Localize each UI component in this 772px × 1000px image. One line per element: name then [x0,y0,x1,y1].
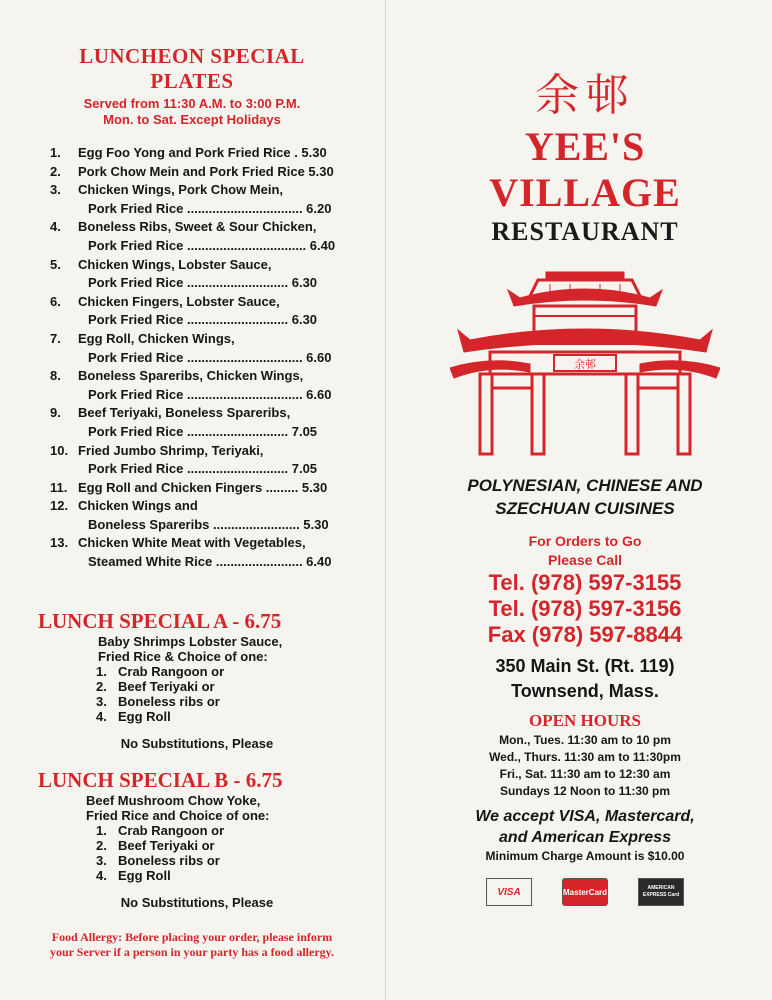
plate-line: Egg Roll and Chicken Fingers ......... 5.30 [78,479,328,495]
luncheon-title-line2: PLATES [150,69,234,93]
accept-cards-line1: We accept VISA, Mastercard, [475,808,695,825]
plate-line: Pork Fried Rice ............................ 6.30 [88,275,318,291]
chinese-name: 余邨 [535,70,635,121]
option-number: 3. [96,852,107,868]
food-allergy-line2: your Server if a person in your party has a food allergy. [49,944,334,959]
food-allergy-line1: Food Allergy: Before placing your order, please inform [51,929,333,944]
plate-item [22,293,362,330]
plate-line: Chicken White Meat with Vegetables, [78,535,306,551]
plate-number: 12. [50,498,69,514]
option-text: Beef Teriyaki or [118,678,215,694]
plate-number: 4. [50,219,61,235]
option-number: 2. [96,837,107,853]
orders-to-go: For Orders to Go [528,533,642,549]
plate-number: 7. [50,330,61,346]
lunch-special-b-options [22,823,362,883]
lunch-special-b-note: No Substitutions, Please [120,894,274,910]
lunch-special-a-desc2: Fried Rice & Choice of one: [98,648,268,664]
plate-item [22,534,362,571]
option-text: Egg Roll [118,708,171,724]
special-option [22,838,362,853]
plate-line: Fried Jumbo Shrimp, Teriyaki, [78,442,264,458]
lunch-special-a-title: LUNCH SPECIAL A - 6.75 [38,608,282,633]
open-hours-title: OPEN HOURS [529,711,641,730]
fax-number: Fax (978) 597-8844 [487,622,683,647]
plate-number: 10. [50,442,69,458]
plate-line: Boneless Spareribs ........................ 5.30 [88,516,329,532]
hours-sunday: Sundays 12 Noon to 11:30 pm [499,784,671,798]
plate-item [22,256,362,293]
plate-number: 3. [50,182,61,198]
plate-line: Pork Fried Rice ................................. 6.40 [88,237,336,253]
please-call: Please Call [548,552,622,568]
plate-item [22,330,362,367]
served-hours: Served from 11:30 A.M. to 3:00 P.M. [83,96,301,111]
special-option [22,853,362,868]
telephone-1: Tel. (978) 597-3155 [488,570,682,595]
plate-line: Pork Fried Rice ............................ 7.05 [88,461,318,477]
visa-logo: VISA [486,878,532,906]
mastercard-logo: MasterCard [562,878,608,906]
option-text: Crab Rangoon or [118,822,225,838]
page-fold [385,0,386,1000]
plate-line: Pork Fried Rice ................................ 6.60 [88,386,332,402]
plate-item [22,218,362,255]
telephone-2: Tel. (978) 597-3156 [488,596,682,621]
svg-text:余邨: 余邨 [574,358,596,371]
plate-number: 8. [50,368,61,384]
plate-number: 6. [50,293,61,309]
plate-line: Steamed White Rice ........................ 6.40 [88,554,332,570]
address-street: 350 Main St. (Rt. 119) [495,656,675,676]
option-text: Boneless ribs or [118,693,220,709]
plate-item [22,442,362,479]
option-text: Egg Roll [118,867,171,883]
lunch-special-a-options [22,664,362,724]
plate-line: Pork Fried Rice ............................ 7.05 [88,423,318,439]
hours-wed-thu: Wed., Thurs. 11:30 am to 11:30pm [489,750,681,764]
option-number: 4. [96,708,107,724]
restaurant-name-village: VILLAGE [489,170,681,215]
plate-item [22,497,362,534]
plate-line: Chicken Wings, Pork Chow Mein, [78,182,284,198]
special-option [22,709,362,724]
luncheon-plate-list [22,144,362,572]
restaurant-name-restaurant: RESTAURANT [491,217,679,246]
plate-item [22,367,362,404]
option-number: 2. [96,678,107,694]
luncheon-title-line1: LUNCHEON SPECIAL [79,44,305,68]
plate-line: Egg Foo Yong and Pork Fried Rice . 5.30 [78,145,327,160]
plate-number: 2. [50,163,61,179]
pagoda-gate-icon [450,260,720,460]
option-number: 1. [96,822,107,838]
plate-line: Pork Chow Mein and Pork Fried Rice 5.30 [78,163,334,179]
amex-logo: AMERICAN EXPRESS Card [638,878,684,906]
plate-line: Egg Roll, Chicken Wings, [78,330,235,346]
credit-card-logos [420,878,750,906]
served-days: Mon. to Sat. Except Holidays [103,112,281,127]
plate-number: 1. [50,145,61,160]
minimum-charge: Minimum Charge Amount is $10.00 [485,849,685,863]
address-town: Townsend, Mass. [511,681,659,701]
hours-fri-sat: Fri., Sat. 11:30 am to 12:30 am [499,767,671,781]
hours-mon-tue: Mon., Tues. 11:30 am to 10 pm [499,733,671,747]
plate-item [22,144,362,163]
plate-number: 5. [50,256,61,272]
option-text: Boneless ribs or [118,852,220,868]
plate-number: 13. [50,535,69,551]
accept-cards-line2: and American Express [499,829,671,846]
lunch-special-b-desc2: Fried Rice and Choice of one: [86,807,270,823]
special-option [22,823,362,838]
plate-line: Chicken Wings, Lobster Sauce, [78,256,272,272]
plate-item [22,404,362,441]
plate-line: Chicken Wings and [78,498,198,514]
plate-number: 9. [50,405,61,421]
plate-line: Beef Teriyaki, Boneless Spareribs, [78,405,291,421]
option-text: Crab Rangoon or [118,663,225,679]
special-option [22,868,362,883]
cuisine-line2: SZECHUAN CUISINES [495,499,675,518]
plate-item [22,181,362,218]
cuisine-line1: POLYNESIAN, CHINESE AND [467,476,703,495]
plate-line: Chicken Fingers, Lobster Sauce, [78,293,280,309]
option-number: 1. [96,663,107,679]
option-number: 3. [96,693,107,709]
plate-line: Pork Fried Rice ............................ 6.30 [88,312,318,328]
option-number: 4. [96,867,107,883]
restaurant-name-yees: YEE'S [524,124,646,169]
left-column [22,44,362,960]
plate-line: Boneless Ribs, Sweet & Sour Chicken, [78,219,317,235]
option-text: Beef Teriyaki or [118,837,215,853]
right-column [420,70,750,906]
lunch-special-b-title: LUNCH SPECIAL B - 6.75 [38,767,283,792]
plate-number: 11. [50,479,68,495]
lunch-special-a-note: No Substitutions, Please [120,735,274,751]
plate-line: Boneless Spareribs, Chicken Wings, [78,368,304,384]
plate-line: Pork Fried Rice ................................ 6.60 [88,349,332,365]
special-option [22,664,362,679]
special-option [22,694,362,709]
lunch-special-b-desc1: Beef Mushroom Chow Yoke, [86,792,261,808]
plate-line: Pork Fried Rice ................................ 6.20 [88,200,332,216]
special-option [22,679,362,694]
lunch-special-a-desc1: Baby Shrimps Lobster Sauce, [98,633,283,649]
plate-item [22,163,362,182]
plate-item [22,479,362,498]
